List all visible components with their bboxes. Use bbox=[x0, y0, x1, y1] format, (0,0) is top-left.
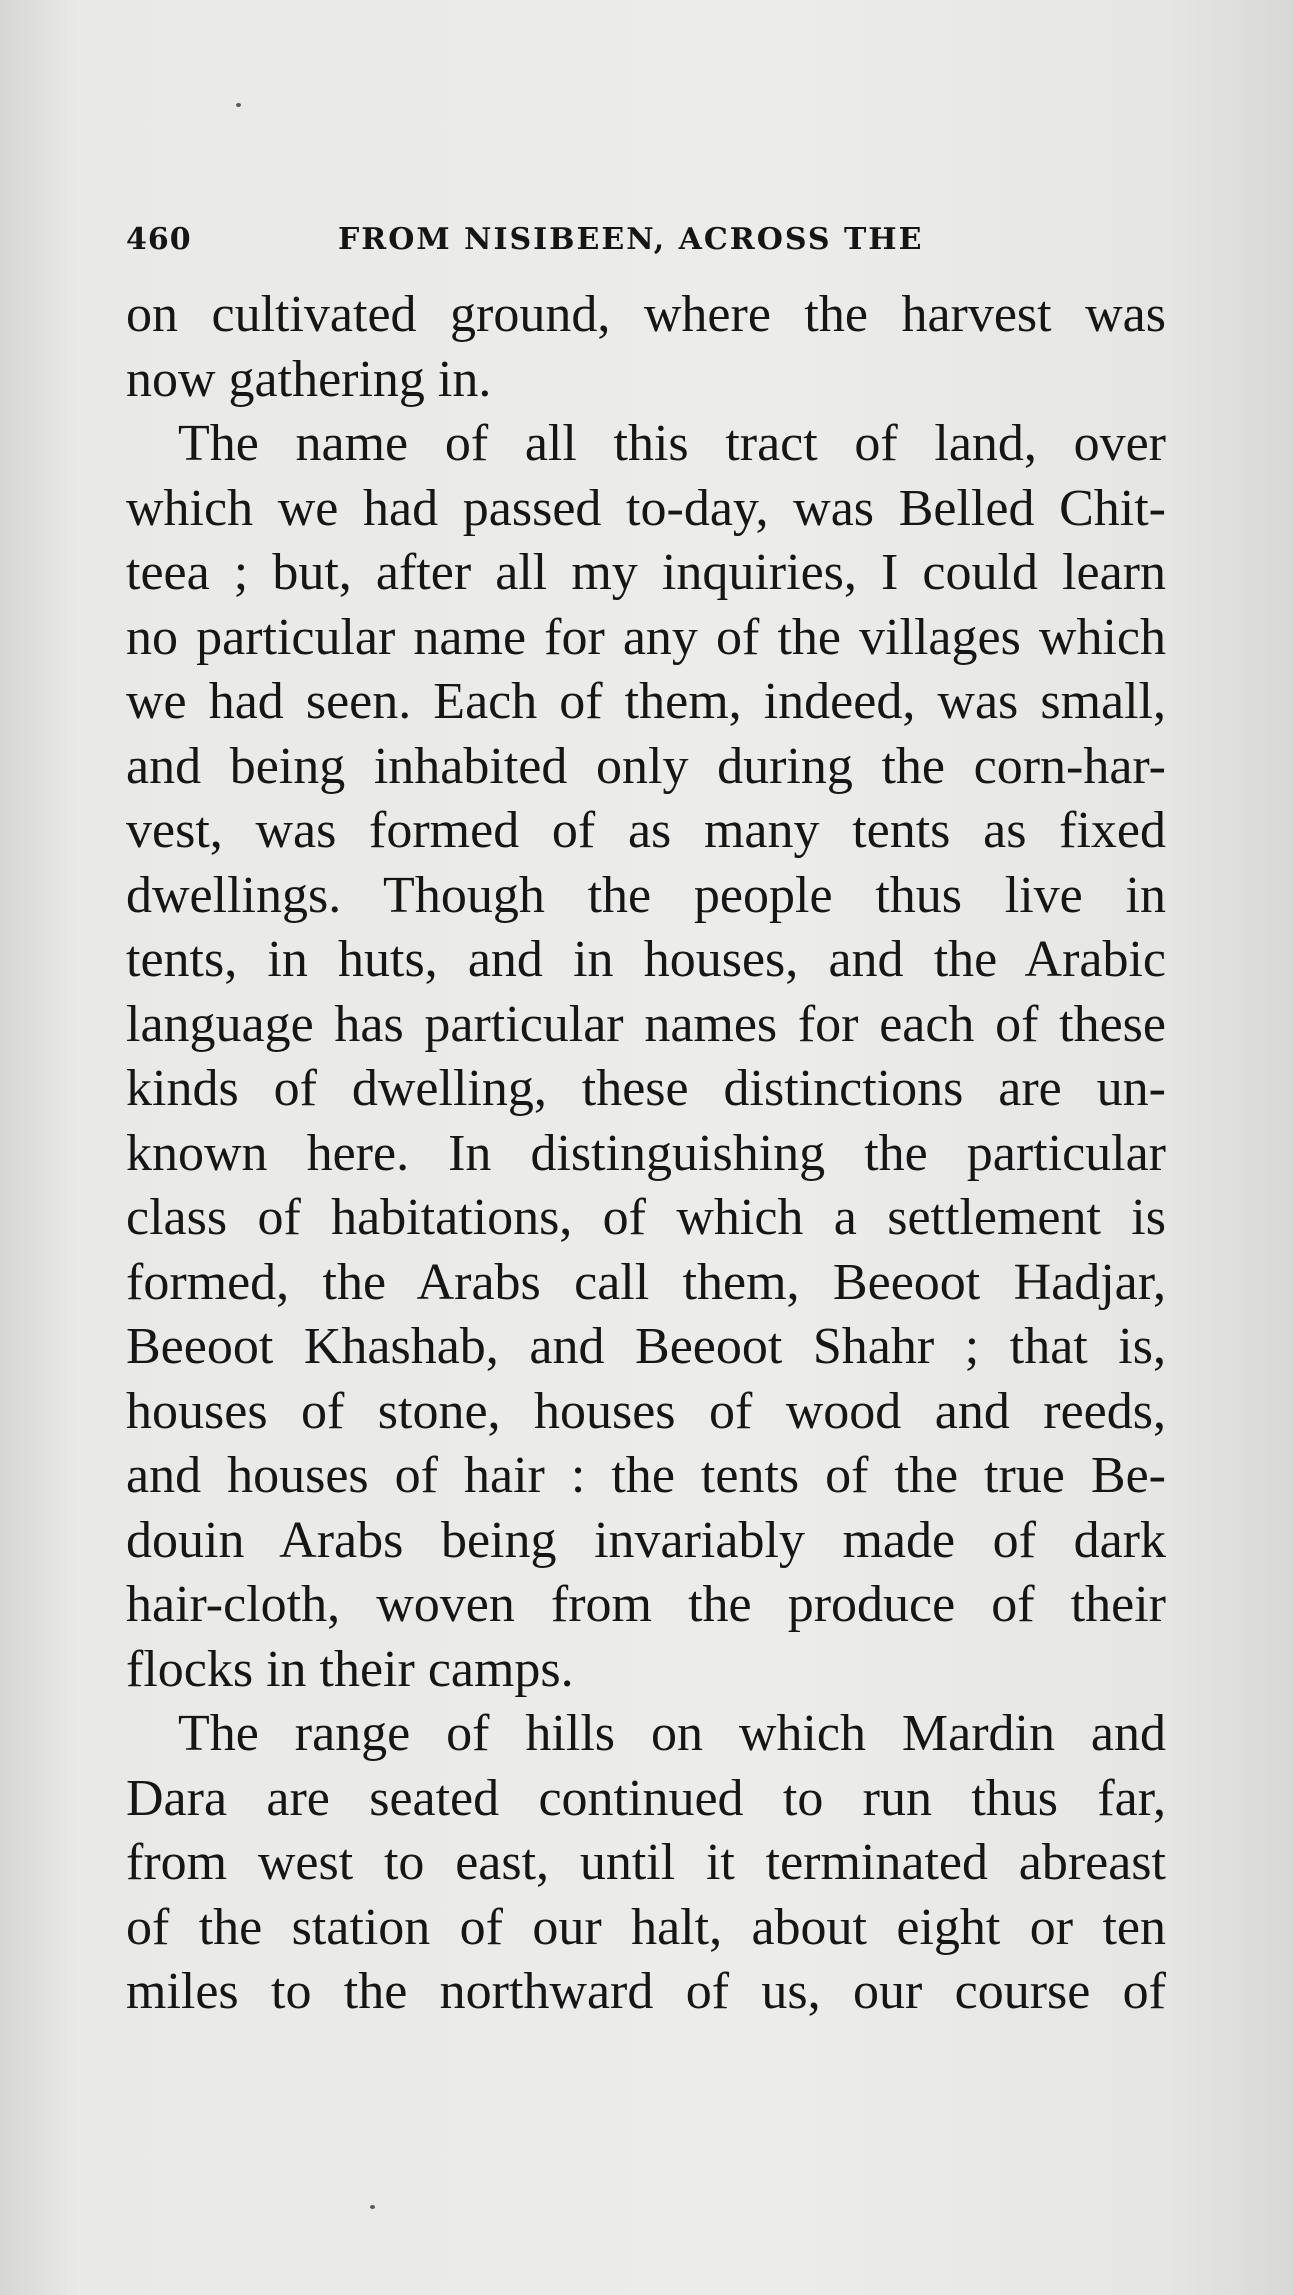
page-header bbox=[126, 222, 1166, 262]
text-line: now gathering in. bbox=[126, 350, 492, 408]
text-line: Beeoot Khashab, and Beeoot Shahr ; that is, bbox=[126, 1318, 1166, 1375]
text-line: we had seen. Each of them, indeed, was small, bbox=[126, 673, 1166, 730]
text-line: class of habitations, of which a settlement is bbox=[126, 1189, 1166, 1246]
print-speck bbox=[236, 103, 241, 107]
text-line: hair-cloth, woven from the produce of their bbox=[126, 1576, 1166, 1633]
text-line: language has particular names for each of these bbox=[126, 995, 1166, 1053]
running-head: FROM NISIBEEN, ACROSS THE bbox=[338, 222, 924, 257]
text-line: houses of stone, houses of wood and reeds, bbox=[126, 1382, 1166, 1440]
text-line: vest, was formed of as many tents as fixed bbox=[126, 802, 1166, 859]
text-line: miles to the northward of us, our course of bbox=[126, 1963, 1166, 2020]
text-line: teea ; but, after all my inquiries, I could learn bbox=[126, 544, 1166, 601]
text-line: dwellings. Though the people thus live in bbox=[126, 866, 1166, 924]
text-line: flocks in their camps. bbox=[126, 1640, 574, 1698]
text-line: The range of hills on which Mardin and bbox=[178, 1705, 1166, 1762]
text-line: The name of all this tract of land, over bbox=[178, 415, 1166, 472]
print-speck bbox=[370, 2205, 375, 2209]
text-line: tents, in huts, and in houses, and the Arabic bbox=[126, 931, 1166, 988]
text-line: Dara are seated continued to run thus far, bbox=[126, 1769, 1166, 1827]
text-line: no particular name for any of the villages which bbox=[126, 608, 1166, 666]
text-line: kinds of dwelling, these distinctions are un- bbox=[126, 1060, 1166, 1117]
text-line: on cultivated ground, where the harvest was bbox=[126, 286, 1166, 343]
text-line: and being inhabited only during the corn-har- bbox=[126, 737, 1166, 795]
text-line: known here. In distinguishing the particular bbox=[126, 1124, 1166, 1182]
text-line: and houses of hair : the tents of the true Be- bbox=[126, 1447, 1166, 1504]
text-line: douin Arabs being invariably made of dark bbox=[126, 1511, 1166, 1569]
text-line: of the station of our halt, about eight or ten bbox=[126, 1898, 1166, 1956]
page-number: 460 bbox=[126, 222, 192, 257]
text-line: formed, the Arabs call them, Beeoot Hadjar, bbox=[126, 1253, 1166, 1311]
text-line: from west to east, until it terminated abreast bbox=[126, 1834, 1166, 1891]
body-text bbox=[126, 283, 1166, 2025]
text-line: which we had passed to-day, was Belled Chit- bbox=[126, 479, 1166, 537]
